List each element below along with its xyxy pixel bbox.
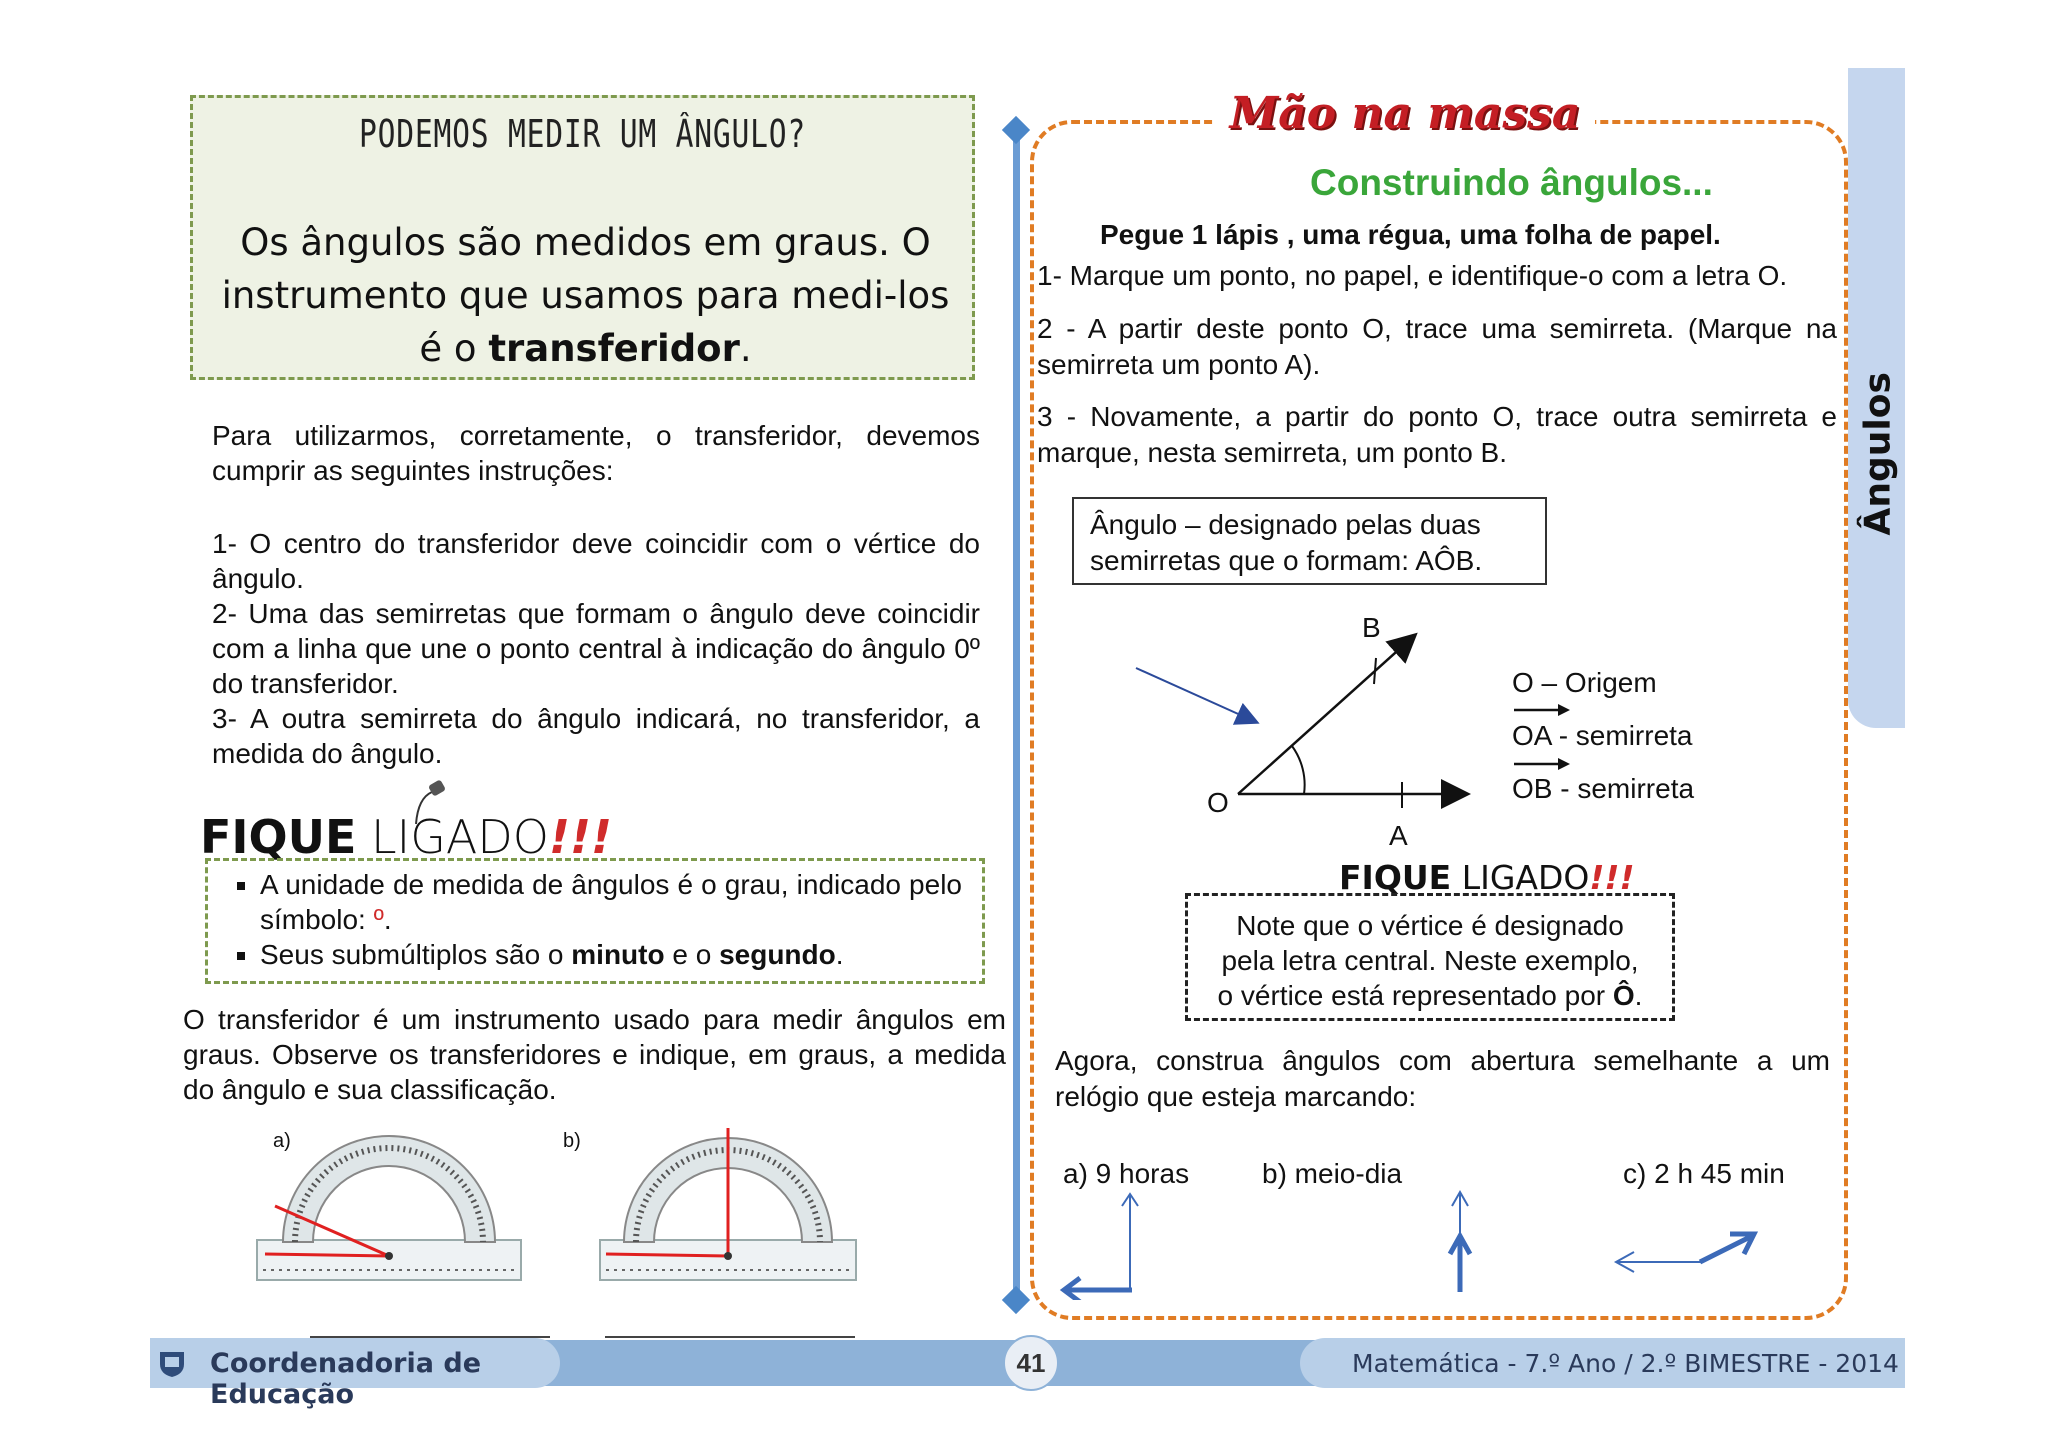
fact-degree-end: . bbox=[383, 904, 392, 935]
intro-line2-prefix: o bbox=[453, 327, 489, 370]
protractor-b bbox=[598, 1120, 860, 1290]
point-b-label: B bbox=[1362, 612, 1381, 643]
fact-sub-end: . bbox=[835, 939, 844, 970]
materials-text: Pegue 1 lápis , uma régua, uma folha de papel. bbox=[1100, 219, 1721, 250]
instruction-item-1: 1- O centro do transferidor deve coincidir com o vértice do ângulo. bbox=[212, 528, 980, 594]
note-line-3-end: . bbox=[1634, 980, 1643, 1011]
footer-right-text: Matemática - 7.º Ano / 2.º BIMESTRE - 2014 bbox=[1352, 1349, 1899, 1378]
legend-origin: O – Origem bbox=[1512, 667, 1657, 698]
fact-degree-text: A unidade de medida de ângulos é o grau, indicado pelo símbolo: bbox=[260, 869, 962, 935]
clock-c-label: c) 2 h 45 min bbox=[1623, 1158, 1785, 1189]
footer-right bbox=[1300, 1338, 1905, 1388]
center-divider bbox=[1013, 128, 1020, 1298]
step-2: 2 - A partir deste ponto O, trace uma semirreta. (Marque na semirreta um ponto A). bbox=[1037, 313, 1837, 380]
step-1: 1- Marque um ponto, no papel, e identifique-o com a letra O. bbox=[1037, 260, 1788, 291]
intro-text bbox=[213, 216, 958, 375]
answer-line-b[interactable] bbox=[605, 1336, 855, 1338]
legend-ob-text: - semirreta bbox=[1552, 773, 1695, 804]
note-line-2: pela letra central. Neste exemplo, bbox=[1221, 945, 1639, 976]
angle-diagram bbox=[1120, 610, 1500, 850]
definition-box bbox=[1072, 497, 1547, 585]
fique-word-2: FIQUE bbox=[1339, 858, 1452, 897]
legend-ob bbox=[1512, 771, 1694, 807]
note-line-3 bbox=[1206, 978, 1654, 1013]
ray-arrow-oa bbox=[1512, 703, 1572, 717]
instructions-lead: Para utilizarmos, corretamente, o transferidor, devemos cumprir as seguintes instruções: bbox=[212, 420, 980, 486]
divider-diamond-top bbox=[1002, 116, 1030, 144]
mao-na-massa-title: Mão na massa bbox=[1215, 88, 1595, 139]
fact-sub-mid: e o bbox=[664, 939, 720, 970]
degree-symbol: º bbox=[373, 904, 384, 935]
fique-exclamation-2: !!! bbox=[1589, 858, 1635, 897]
note-box bbox=[1185, 893, 1675, 1021]
intro-line2-bold: transferidor bbox=[488, 327, 740, 370]
intro-line2-suffix: . bbox=[739, 327, 752, 370]
fique-exclamation: !!! bbox=[548, 810, 612, 864]
legend-ob-ray: OB bbox=[1512, 773, 1553, 804]
fact-sub-second: segundo bbox=[719, 939, 836, 970]
intro-title: PODEMOS MEDIR UM ÂNGULO? bbox=[358, 112, 806, 156]
instruction-item-2: 2- Uma das semirretas que formam o ângulo deve coincidir com a linha que une o ponto central à indicação do ângulo 0º do transferidor. bbox=[212, 598, 980, 699]
fact-sub-pre: Seus submúltiplos são o bbox=[260, 939, 572, 970]
definition-line-2: semirretas que o formam: AÔB. bbox=[1090, 545, 1483, 576]
ray-arrow-ob bbox=[1512, 757, 1572, 771]
note-line-3-pre: o vértice está representado por bbox=[1217, 980, 1613, 1011]
fact-sub-minute: minuto bbox=[571, 939, 665, 970]
point-a-label: A bbox=[1389, 820, 1408, 851]
fique-ligado-heading bbox=[200, 810, 612, 864]
definition-line-1: Ângulo – designado pelas duas bbox=[1090, 509, 1481, 540]
legend-oa-ray: OA bbox=[1512, 720, 1551, 751]
fique-ligado-heading-2 bbox=[1335, 858, 1639, 897]
fique-ligado-box bbox=[205, 858, 985, 984]
protractor-a bbox=[255, 1120, 525, 1290]
ligado-word: LIGADO bbox=[371, 810, 549, 864]
clock-prompt: Agora, construa ângulos com abertura semelhante a um relógio que esteja marcando: bbox=[1055, 1045, 1830, 1112]
legend-oa bbox=[1512, 718, 1693, 754]
activity-subtitle: Construindo ângulos... bbox=[1310, 162, 1713, 203]
plug-icon bbox=[410, 778, 450, 828]
ligado-word-2: LIGADO bbox=[1461, 858, 1590, 897]
footer-left bbox=[150, 1338, 560, 1410]
note-vertex: Ô bbox=[1612, 980, 1635, 1011]
side-tab-label: Ângulos bbox=[1857, 372, 1899, 536]
divider-diamond-bottom bbox=[1002, 1286, 1030, 1314]
exercise-label-b: b) bbox=[563, 1130, 581, 1152]
intro-box bbox=[190, 95, 975, 380]
step-3: 3 - Novamente, a partir do ponto O, trace outra semirreta e marque, nesta semirreta, um ponto B. bbox=[1037, 401, 1837, 468]
point-o-label: O bbox=[1207, 787, 1229, 818]
exercise-text: O transferidor é um instrumento usado para medir ângulos em graus. Observe os transferidores e indique, em graus, a medida do ângulo e sua classificação. bbox=[183, 1004, 1006, 1105]
instruction-item-3: 3- A outra semirreta do ângulo indicará, no transferidor, a medida do ângulo. bbox=[212, 703, 980, 769]
exercise-label-a: a) bbox=[273, 1130, 291, 1152]
intro-line1: Os ângulos são medidos em graus. O instrumento que usamos para medi-los é bbox=[221, 221, 950, 370]
note-line-1: Note que o vértice é designado bbox=[1236, 910, 1624, 941]
page-number: 41 bbox=[1003, 1335, 1059, 1391]
fact-submultiples bbox=[260, 937, 962, 972]
crest-icon bbox=[158, 1348, 186, 1378]
fique-word: FIQUE bbox=[200, 810, 357, 864]
clock-c-drawing bbox=[1612, 1228, 1762, 1278]
clock-b-label: b) meio-dia bbox=[1262, 1158, 1403, 1189]
footer-left-text: Coordenadoria de Educação bbox=[210, 1348, 482, 1410]
clock-a-drawing bbox=[1058, 1190, 1158, 1300]
clock-b-drawing bbox=[1440, 1188, 1480, 1298]
clock-a-label: a) 9 horas bbox=[1063, 1158, 1190, 1189]
fact-degree bbox=[260, 867, 962, 937]
legend-oa-text: - semirreta bbox=[1550, 720, 1693, 751]
